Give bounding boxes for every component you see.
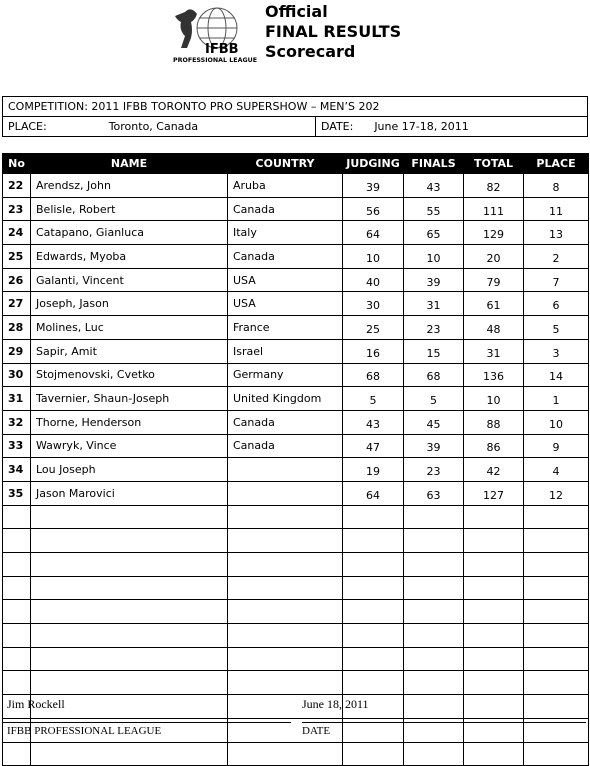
cell-country: Aruba [228, 174, 343, 198]
results-header-row [3, 154, 589, 174]
cell-name: Thorne, Henderson [31, 410, 228, 434]
cell-name [31, 624, 228, 648]
table-row [3, 434, 589, 458]
cell-total [464, 576, 524, 600]
cell-name: Wawryk, Vince [31, 434, 228, 458]
cell-finals [404, 624, 464, 648]
cell-place [524, 742, 589, 766]
cell-place [524, 529, 589, 553]
cell-no: 31 [3, 387, 31, 411]
cell-no [3, 529, 31, 553]
cell-name [31, 553, 228, 577]
column-header-name: NAME [31, 154, 228, 174]
cell-place [524, 576, 589, 600]
cell-finals [404, 742, 464, 766]
cell-no: 29 [3, 339, 31, 363]
cell-total: 136 [464, 363, 524, 387]
cell-country: Canada [228, 434, 343, 458]
table-row [3, 316, 589, 340]
cell-judging [343, 671, 404, 695]
cell-finals: 15 [404, 339, 464, 363]
cell-place: 8 [524, 174, 589, 198]
cell-country: Canada [228, 197, 343, 221]
signature-line-right [302, 722, 586, 723]
table-row [3, 458, 589, 482]
competition-info-table [2, 96, 588, 137]
cell-total: 61 [464, 292, 524, 316]
cell-finals: 31 [404, 292, 464, 316]
place-field [3, 117, 316, 137]
cell-judging [343, 600, 404, 624]
cell-total: 42 [464, 458, 524, 482]
cell-country [228, 553, 343, 577]
cell-total: 31 [464, 339, 524, 363]
table-row [3, 221, 589, 245]
table-row [3, 387, 589, 411]
cell-place: 5 [524, 316, 589, 340]
cell-name [31, 600, 228, 624]
title-line-official: Official [265, 2, 328, 21]
cell-no: 34 [3, 458, 31, 482]
column-header-judging: JUDGING [343, 154, 404, 174]
column-header-no: No [3, 154, 31, 174]
cell-judging: 39 [343, 174, 404, 198]
date-label: DATE: [321, 120, 354, 133]
cell-total [464, 553, 524, 577]
cell-name [31, 576, 228, 600]
table-row [3, 671, 589, 695]
cell-total: 129 [464, 221, 524, 245]
cell-total [464, 695, 524, 719]
cell-total [464, 600, 524, 624]
cell-judging [343, 529, 404, 553]
signature-date-label: DATE [302, 725, 331, 737]
cell-finals: 39 [404, 434, 464, 458]
cell-total: 10 [464, 387, 524, 411]
cell-finals [404, 695, 464, 719]
cell-judging: 19 [343, 458, 404, 482]
table-row [3, 174, 589, 198]
cell-place: 1 [524, 387, 589, 411]
cell-judging: 47 [343, 434, 404, 458]
cell-country: Germany [228, 363, 343, 387]
cell-judging: 25 [343, 316, 404, 340]
cell-finals [404, 647, 464, 671]
cell-judging: 40 [343, 268, 404, 292]
cell-finals: 55 [404, 197, 464, 221]
cell-finals: 45 [404, 410, 464, 434]
cell-judging: 64 [343, 221, 404, 245]
cell-finals: 23 [404, 316, 464, 340]
table-row [3, 600, 589, 624]
cell-judging: 16 [343, 339, 404, 363]
signature-name: Jim Rockell [7, 697, 65, 711]
cell-finals [404, 576, 464, 600]
cell-country [228, 647, 343, 671]
table-row [3, 363, 589, 387]
cell-judging: 10 [343, 245, 404, 269]
cell-place: 7 [524, 268, 589, 292]
table-row [3, 647, 589, 671]
cell-name: Sapir, Amit [31, 339, 228, 363]
cell-no [3, 671, 31, 695]
cell-country: Italy [228, 221, 343, 245]
cell-no: 27 [3, 292, 31, 316]
cell-total: 111 [464, 197, 524, 221]
cell-total [464, 647, 524, 671]
cell-no: 23 [3, 197, 31, 221]
cell-judging [343, 576, 404, 600]
cell-country: France [228, 316, 343, 340]
place-value: Toronto, Canada [108, 120, 199, 133]
cell-total: 79 [464, 268, 524, 292]
cell-place: 13 [524, 221, 589, 245]
cell-no: 28 [3, 316, 31, 340]
cell-no: 24 [3, 221, 31, 245]
cell-name [31, 647, 228, 671]
cell-place: 12 [524, 481, 589, 505]
svg-text:PROFESSIONAL LEAGUE: PROFESSIONAL LEAGUE [173, 57, 257, 64]
cell-judging [343, 553, 404, 577]
place-label: PLACE: [8, 120, 47, 133]
cell-country [228, 529, 343, 553]
cell-judging: 68 [343, 363, 404, 387]
cell-place [524, 624, 589, 648]
column-header-total: TOTAL [464, 154, 524, 174]
cell-name: Belisle, Robert [31, 197, 228, 221]
cell-no: 30 [3, 363, 31, 387]
cell-judging [343, 742, 404, 766]
cell-place: 6 [524, 292, 589, 316]
cell-name: Joseph, Jason [31, 292, 228, 316]
cell-name: Molines, Luc [31, 316, 228, 340]
cell-place: 14 [524, 363, 589, 387]
cell-judging: 43 [343, 410, 404, 434]
cell-finals: 10 [404, 245, 464, 269]
cell-place: 3 [524, 339, 589, 363]
title-line-scorecard: Scorecard [265, 42, 356, 61]
cell-place: 4 [524, 458, 589, 482]
cell-finals: 63 [404, 481, 464, 505]
cell-place [524, 600, 589, 624]
cell-place: 10 [524, 410, 589, 434]
cell-name [31, 671, 228, 695]
cell-finals: 65 [404, 221, 464, 245]
signature-date-value: June 18, 2011 [302, 697, 369, 711]
cell-total: 127 [464, 481, 524, 505]
cell-country [228, 576, 343, 600]
cell-no [3, 624, 31, 648]
cell-no [3, 505, 31, 529]
title-line-final-results: FINAL RESULTS [265, 22, 402, 41]
table-row [3, 576, 589, 600]
cell-place: 11 [524, 197, 589, 221]
cell-judging: 64 [343, 481, 404, 505]
table-row [3, 529, 589, 553]
cell-country: Israel [228, 339, 343, 363]
cell-country [228, 624, 343, 648]
cell-total [464, 529, 524, 553]
cell-total: 82 [464, 174, 524, 198]
cell-country: Canada [228, 410, 343, 434]
cell-finals [404, 671, 464, 695]
cell-no [3, 647, 31, 671]
cell-country: United Kingdom [228, 387, 343, 411]
cell-no [3, 576, 31, 600]
cell-judging [343, 647, 404, 671]
table-row [3, 695, 589, 719]
scorecard-header [0, 0, 590, 90]
cell-place [524, 553, 589, 577]
table-row [3, 197, 589, 221]
cell-no: 33 [3, 434, 31, 458]
cell-finals: 43 [404, 174, 464, 198]
cell-total: 20 [464, 245, 524, 269]
cell-judging [343, 505, 404, 529]
cell-finals: 23 [404, 458, 464, 482]
cell-total [464, 671, 524, 695]
table-row [3, 410, 589, 434]
cell-name [31, 529, 228, 553]
table-row [3, 481, 589, 505]
cell-finals [404, 505, 464, 529]
cell-total [464, 624, 524, 648]
cell-total: 88 [464, 410, 524, 434]
cell-country [228, 742, 343, 766]
table-row [3, 292, 589, 316]
cell-name: Galanti, Vincent [31, 268, 228, 292]
cell-country [228, 671, 343, 695]
cell-place [524, 695, 589, 719]
signature-label: IFBB PROFESSIONAL LEAGUE [7, 725, 162, 737]
cell-judging: 30 [343, 292, 404, 316]
cell-total: 86 [464, 434, 524, 458]
cell-no: 22 [3, 174, 31, 198]
cell-country: USA [228, 268, 343, 292]
results-table [2, 153, 589, 766]
table-row [3, 624, 589, 648]
cell-no [3, 553, 31, 577]
cell-finals: 5 [404, 387, 464, 411]
cell-finals: 68 [404, 363, 464, 387]
table-row [3, 339, 589, 363]
cell-name: Arendsz, John [31, 174, 228, 198]
cell-name: Lou Joseph [31, 458, 228, 482]
cell-place [524, 505, 589, 529]
cell-no: 35 [3, 481, 31, 505]
cell-finals [404, 529, 464, 553]
cell-judging: 5 [343, 387, 404, 411]
cell-country [228, 481, 343, 505]
ifbb-logo [171, 4, 257, 64]
cell-name [31, 742, 228, 766]
cell-judging: 56 [343, 197, 404, 221]
table-row [3, 245, 589, 269]
cell-no: 32 [3, 410, 31, 434]
cell-no: 25 [3, 245, 31, 269]
cell-country [228, 505, 343, 529]
date-field [316, 117, 588, 137]
cell-total [464, 505, 524, 529]
scorecard-title [265, 2, 401, 62]
cell-no [3, 600, 31, 624]
cell-total [464, 742, 524, 766]
cell-name [31, 505, 228, 529]
cell-place [524, 647, 589, 671]
svg-text:IFBB: IFBB [205, 42, 239, 57]
table-row [3, 742, 589, 766]
cell-name: Catapano, Gianluca [31, 221, 228, 245]
column-header-place: PLACE [524, 154, 589, 174]
cell-judging [343, 624, 404, 648]
column-header-country: COUNTRY [228, 154, 343, 174]
cell-country [228, 600, 343, 624]
cell-name: Jason Marovici [31, 481, 228, 505]
table-row [3, 553, 589, 577]
cell-country: Canada [228, 245, 343, 269]
cell-place: 2 [524, 245, 589, 269]
cell-country: USA [228, 292, 343, 316]
cell-no: 26 [3, 268, 31, 292]
cell-place [524, 671, 589, 695]
cell-country [228, 458, 343, 482]
cell-name: Edwards, Myoba [31, 245, 228, 269]
cell-finals [404, 600, 464, 624]
cell-no [3, 742, 31, 766]
cell-finals [404, 553, 464, 577]
signature-line-left [3, 722, 291, 723]
competition-field: COMPETITION: 2011 IFBB TORONTO PRO SUPERSHOW – MEN’S 202 [3, 97, 588, 117]
date-value: June 17-18, 2011 [374, 120, 469, 133]
cell-name: Stojmenovski, Cvetko [31, 363, 228, 387]
column-header-finals: FINALS [404, 154, 464, 174]
cell-name: Tavernier, Shaun-Joseph [31, 387, 228, 411]
table-row [3, 268, 589, 292]
cell-finals: 39 [404, 268, 464, 292]
cell-place: 9 [524, 434, 589, 458]
table-row [3, 505, 589, 529]
cell-total: 48 [464, 316, 524, 340]
